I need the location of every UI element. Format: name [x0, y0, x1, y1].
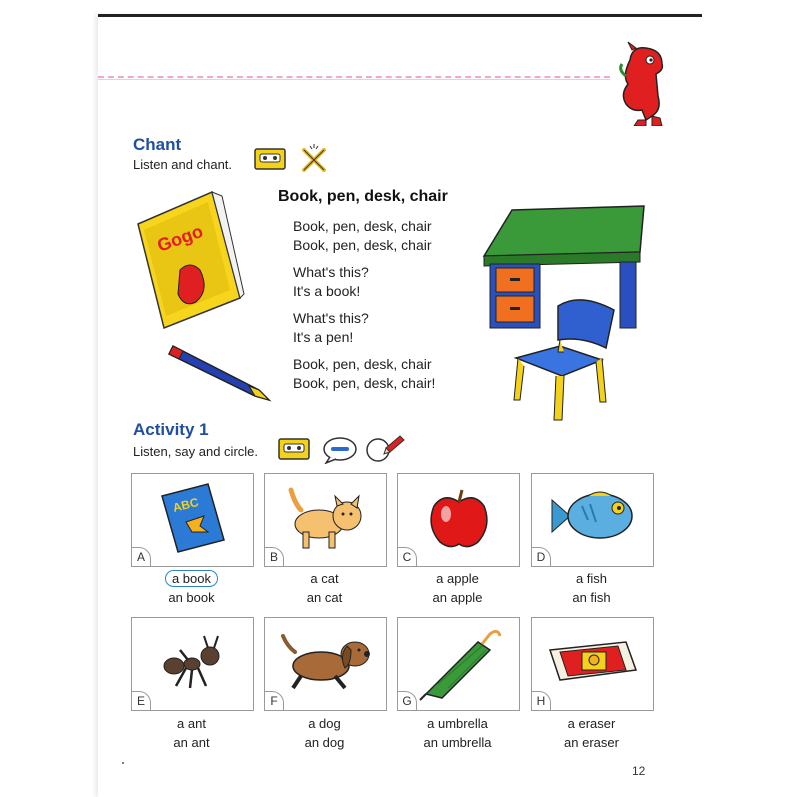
chair-illustration: [510, 296, 620, 424]
chant-line: It's a book!: [293, 283, 361, 299]
chant-line: What's this?: [293, 310, 369, 326]
option-e-2[interactable]: an ant: [173, 735, 210, 750]
song-title: Book, pen, desk, chair: [278, 188, 448, 205]
item-letter: E: [131, 691, 151, 711]
chant-line: Book, pen, desk, chair: [293, 218, 432, 234]
option-a-2[interactable]: an book: [168, 590, 215, 605]
activity-item-eraser: [531, 617, 654, 711]
chant-line: It's a pen!: [293, 329, 354, 345]
dog-picture: [279, 628, 375, 694]
activity-item-fish: [531, 473, 654, 567]
umbrella-picture: [418, 626, 504, 702]
apple-picture: [426, 486, 492, 552]
activity-item-dog: [264, 617, 387, 711]
activity-item-umbrella: [397, 617, 520, 711]
book-cover-abc: ABC: [171, 495, 200, 515]
chant-line: Book, pen, desk, chair!: [293, 375, 436, 391]
fish-picture: [548, 486, 638, 546]
option-c-1[interactable]: a apple: [436, 571, 479, 586]
decorative-rule: [98, 76, 610, 78]
option-g-1[interactable]: a umbrella: [427, 716, 488, 731]
circle-pencil-icon: [364, 432, 406, 464]
item-letter: H: [531, 691, 551, 711]
activity-item-book: [131, 473, 254, 567]
option-f-1[interactable]: a dog: [308, 716, 341, 731]
ant-picture: [160, 630, 226, 696]
option-b-1[interactable]: a cat: [310, 571, 339, 586]
item-letter: F: [264, 691, 284, 711]
cassette-icon: [254, 148, 286, 170]
dragon-mascot-illustration: [612, 40, 670, 126]
option-b-2[interactable]: an cat: [306, 590, 343, 605]
pen-illustration: [165, 338, 275, 403]
chant-sticks-icon: [298, 144, 330, 172]
activity-instruction: Listen, say and circle.: [133, 444, 259, 459]
cassette-icon: [278, 438, 310, 460]
item-letter: G: [397, 691, 417, 711]
book-picture: [158, 482, 228, 554]
book-cover-title: Gogo: [154, 220, 206, 256]
activity-item-cat: [264, 473, 387, 567]
activity-item-ant: [131, 617, 254, 711]
option-c-2[interactable]: an apple: [432, 590, 483, 605]
option-h-1[interactable]: a eraser: [567, 716, 616, 731]
chant-heading: Chant: [133, 135, 182, 154]
activity-item-apple: [397, 473, 520, 567]
activity-heading: Activity 1: [133, 420, 209, 439]
decorative-dot: [122, 762, 124, 764]
page-number: 12: [632, 764, 646, 778]
item-letter: A: [131, 547, 151, 567]
option-e-1[interactable]: a ant: [177, 716, 206, 731]
chant-instruction: Listen and chant.: [133, 157, 233, 172]
option-f-2[interactable]: an dog: [304, 735, 345, 750]
chant-line: What's this?: [293, 264, 369, 280]
option-a-1[interactable]: [131, 571, 252, 586]
speech-bubble-icon: [322, 436, 358, 464]
cat-picture: [285, 484, 367, 554]
chant-line: Book, pen, desk, chair: [293, 237, 432, 253]
book-illustration: [130, 190, 245, 330]
chant-line: Book, pen, desk, chair: [293, 356, 432, 372]
circled-answer: a book: [165, 570, 218, 587]
option-g-2[interactable]: an umbrella: [423, 735, 492, 750]
option-d-2[interactable]: an fish: [572, 590, 611, 605]
eraser-picture: [546, 634, 640, 688]
decorative-rule: [98, 79, 610, 80]
item-letter: D: [531, 547, 551, 567]
option-h-2[interactable]: an eraser: [564, 735, 619, 750]
item-letter: B: [264, 547, 284, 567]
item-letter: C: [397, 547, 417, 567]
option-d-1[interactable]: a fish: [575, 571, 608, 586]
